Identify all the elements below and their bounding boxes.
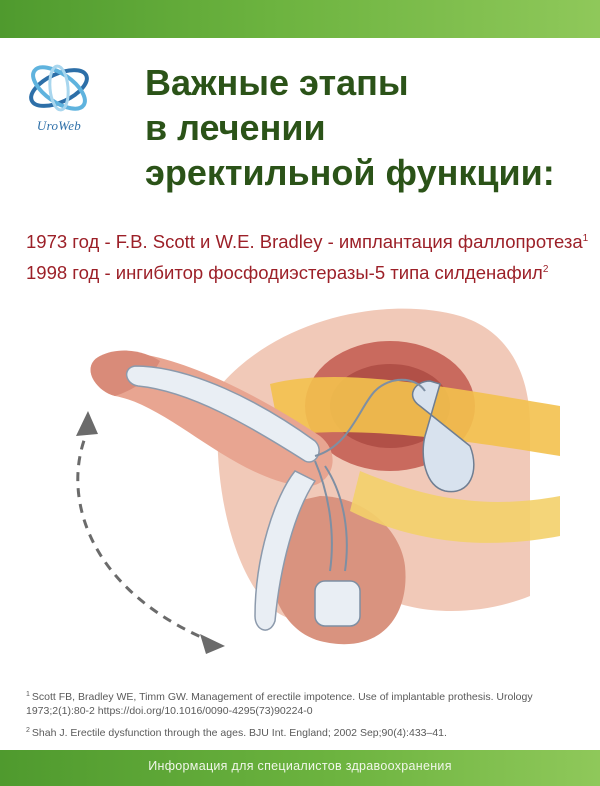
uroweb-logo [22, 58, 96, 138]
reference-2 [26, 724, 586, 740]
milestone-ref: 2 [542, 264, 549, 275]
arrow-right-icon [200, 634, 225, 654]
milestone-1998 [26, 256, 586, 287]
milestone-ref: 1 [582, 233, 589, 244]
footer-text: Информация для специалистов здравоохранения [148, 759, 452, 773]
reference-number: 1 [26, 691, 30, 698]
reference-number: 2 [26, 727, 30, 734]
milestone-text: 1998 год - ингибитор фосфодиэстеразы-5 типа силденафил [26, 262, 543, 283]
pump-shape [315, 581, 360, 626]
reference-text: Scott FB, Bradley WE, Timm GW. Management of erectile impotence. Use of implantable prothesis. Urology 1973;2(1):80-2 https://doi.org/10.1016/0090-4295(73)90224-0 [26, 691, 533, 717]
arrow-up-icon [76, 411, 98, 436]
title-line-3: эректильной функции: [145, 152, 555, 193]
references [26, 688, 586, 746]
penile-prosthesis-illustration [60, 296, 560, 666]
logo-emblem-icon [22, 58, 96, 120]
logo-text: UroWeb [36, 118, 82, 133]
footer-banner [0, 750, 600, 786]
title-line-1: Важные этапы [145, 62, 409, 103]
milestones-list [26, 225, 589, 287]
reference-text: Shah J. Erectile dysfunction through the ages. BJU Int. England; 2002 Sep;90(4):433–41. [31, 727, 447, 739]
reference-1 [26, 688, 586, 718]
page-title [145, 60, 575, 195]
title-line-2: в лечении [145, 107, 326, 148]
top-banner [0, 0, 600, 38]
motion-arc [78, 426, 210, 641]
milestone-text: 1973 год - F.B. Scott и W.E. Bradley - имплантация фаллопротеза [26, 231, 583, 252]
milestone-1973 [26, 225, 589, 256]
